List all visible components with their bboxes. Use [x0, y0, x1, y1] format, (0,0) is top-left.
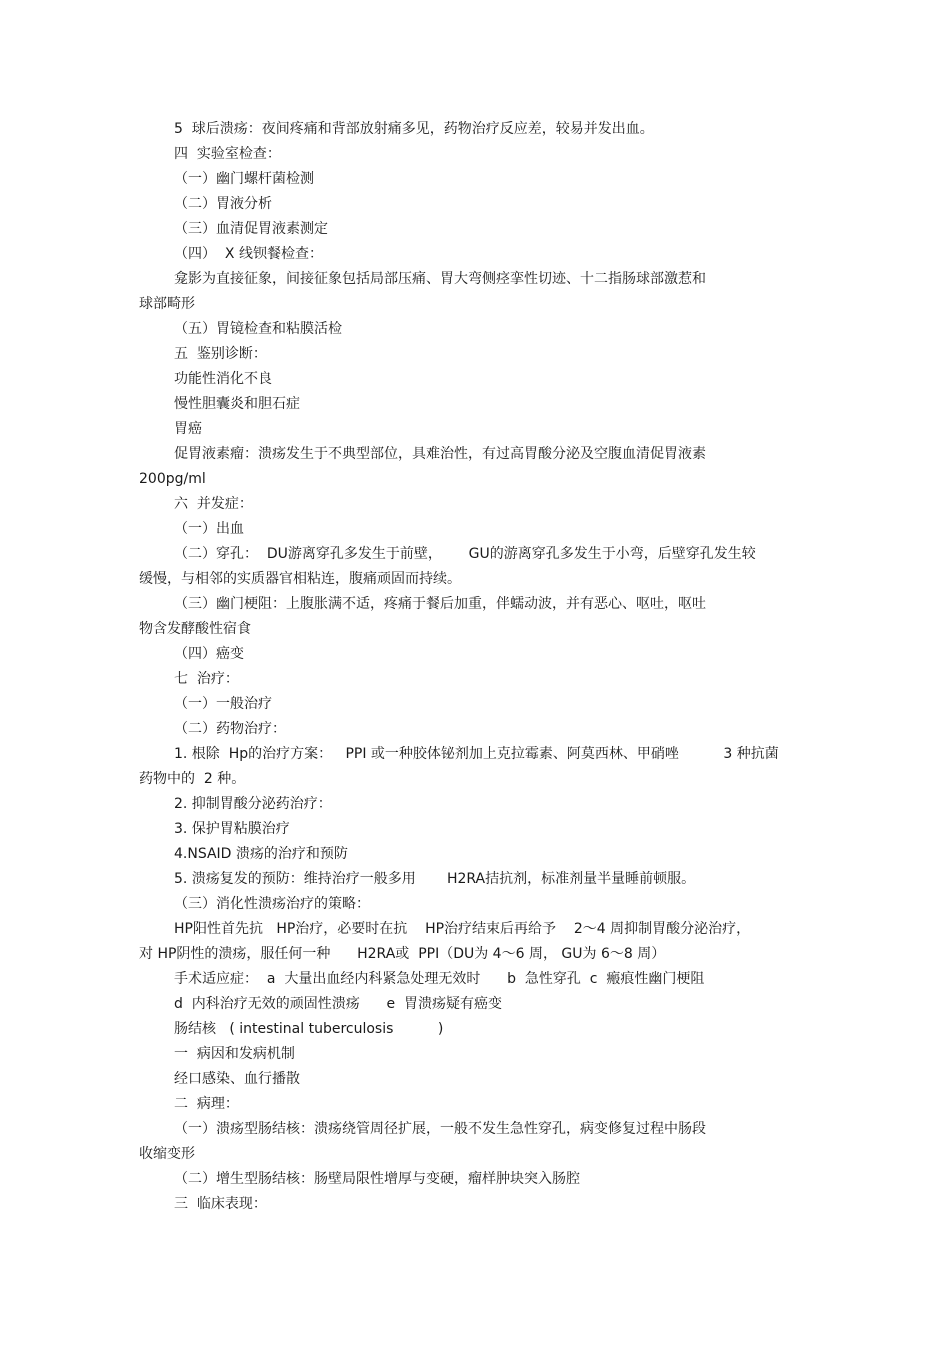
text-line: 对 HP阴性的溃疡，服任何一种 H2RA或 PPI（DU为 4～6 周， GU为 6～8 周） — [139, 946, 666, 962]
text-line: 慢性胆囊炎和胆石症 — [174, 396, 300, 412]
text-line: （二）药物治疗： — [174, 721, 286, 737]
text-line: 功能性消化不良 — [174, 371, 272, 387]
text-line: 球部畸形 — [139, 296, 195, 312]
text-line: 物含发酵酸性宿食 — [139, 621, 251, 637]
text-line: 促胃液素瘤：溃疡发生于不典型部位，具难治性，有过高胃酸分泌及空腹血清促胃液素 — [174, 446, 706, 462]
text-line: （二）穿孔： DU游离穿孔多发生于前壁， GU的游离穿孔多发生于小弯，后壁穿孔发生较 — [174, 546, 756, 562]
text-line: 手术适应症： a 大量出血经内科紧急处理无效时 b 急性穿孔 c 瘢痕性幽门梗阻 — [174, 971, 705, 987]
text-line: 200pg/ml — [139, 471, 206, 487]
section-heading: 七 治疗： — [174, 671, 239, 687]
text-line: （四） X 线钡餐检查： — [174, 246, 323, 262]
text-line: （一）一般治疗 — [174, 696, 272, 712]
text-line: 1. 根除 Hp的治疗方案： PPI 或一种胶体铋剂加上克拉霉素、阿莫西林、甲硝唑 3 种抗菌 — [174, 746, 779, 762]
text-line: 5. 溃疡复发的预防：维持治疗一般多用 H2RA拮抗剂，标准剂量半量睡前顿服。 — [174, 871, 696, 887]
text-line: d 内科治疗无效的顽固性溃疡 e 胃溃疡疑有癌变 — [174, 996, 503, 1012]
text-line: （五）胃镜检查和粘膜活检 — [174, 321, 342, 337]
section-heading: 三 临床表现： — [174, 1196, 267, 1212]
text-line: 3. 保护胃粘膜治疗 — [174, 821, 290, 837]
text-line: 肠结核 ( intestinal tuberculosis ) — [174, 1021, 444, 1037]
text-line: （一）出血 — [174, 521, 244, 537]
section-heading: 一 病因和发病机制 — [174, 1046, 295, 1062]
section-heading: 五 鉴别诊断： — [174, 346, 267, 362]
text-line: 4.NSAID 溃疡的治疗和预防 — [174, 846, 348, 862]
text-line: 5 球后溃疡：夜间疼痛和背部放射痛多见，药物治疗反应差，较易并发出血。 — [174, 121, 654, 137]
text-line: （四）癌变 — [174, 646, 244, 662]
text-line: （三）血清促胃液素测定 — [174, 221, 328, 237]
section-heading: 六 并发症： — [174, 496, 253, 512]
text-line: 收缩变形 — [139, 1146, 195, 1162]
text-line: （三）幽门梗阻：上腹胀满不适，疼痛于餐后加重，伴蠕动波，并有恶心、呕吐，呕吐 — [174, 596, 706, 612]
section-heading: 二 病理： — [174, 1096, 239, 1112]
text-line: 经口感染、血行播散 — [174, 1071, 300, 1087]
text-line: （一）幽门螺杆菌检测 — [174, 171, 314, 187]
text-line: （二）胃液分析 — [174, 196, 272, 212]
text-line: 2. 抑制胃酸分泌药治疗： — [174, 796, 332, 812]
text-line: HP阳性首先抗 HP治疗，必要时在抗 HP治疗结束后再给予 2～4 周抑制胃酸分泌治疗， — [174, 921, 751, 937]
text-line: 缓慢，与相邻的实质器官相粘连，腹痛顽固而持续。 — [139, 571, 461, 587]
section-heading: 四 实验室检查： — [174, 146, 281, 162]
text-line: 胃癌 — [174, 421, 202, 437]
text-line: （三）消化性溃疡治疗的策略： — [174, 896, 370, 912]
text-line: 药物中的 2 种。 — [139, 771, 246, 787]
text-line: 龛影为直接征象，间接征象包括局部压痛、胃大弯侧痉挛性切迹、十二指肠球部激惹和 — [174, 271, 706, 287]
text-line: （二）增生型肠结核：肠壁局限性增厚与变硬，瘤样肿块突入肠腔 — [174, 1171, 580, 1187]
text-line: （一）溃疡型肠结核：溃疡绕管周径扩展，一般不发生急性穿孔，病变修复过程中肠段 — [174, 1121, 706, 1137]
